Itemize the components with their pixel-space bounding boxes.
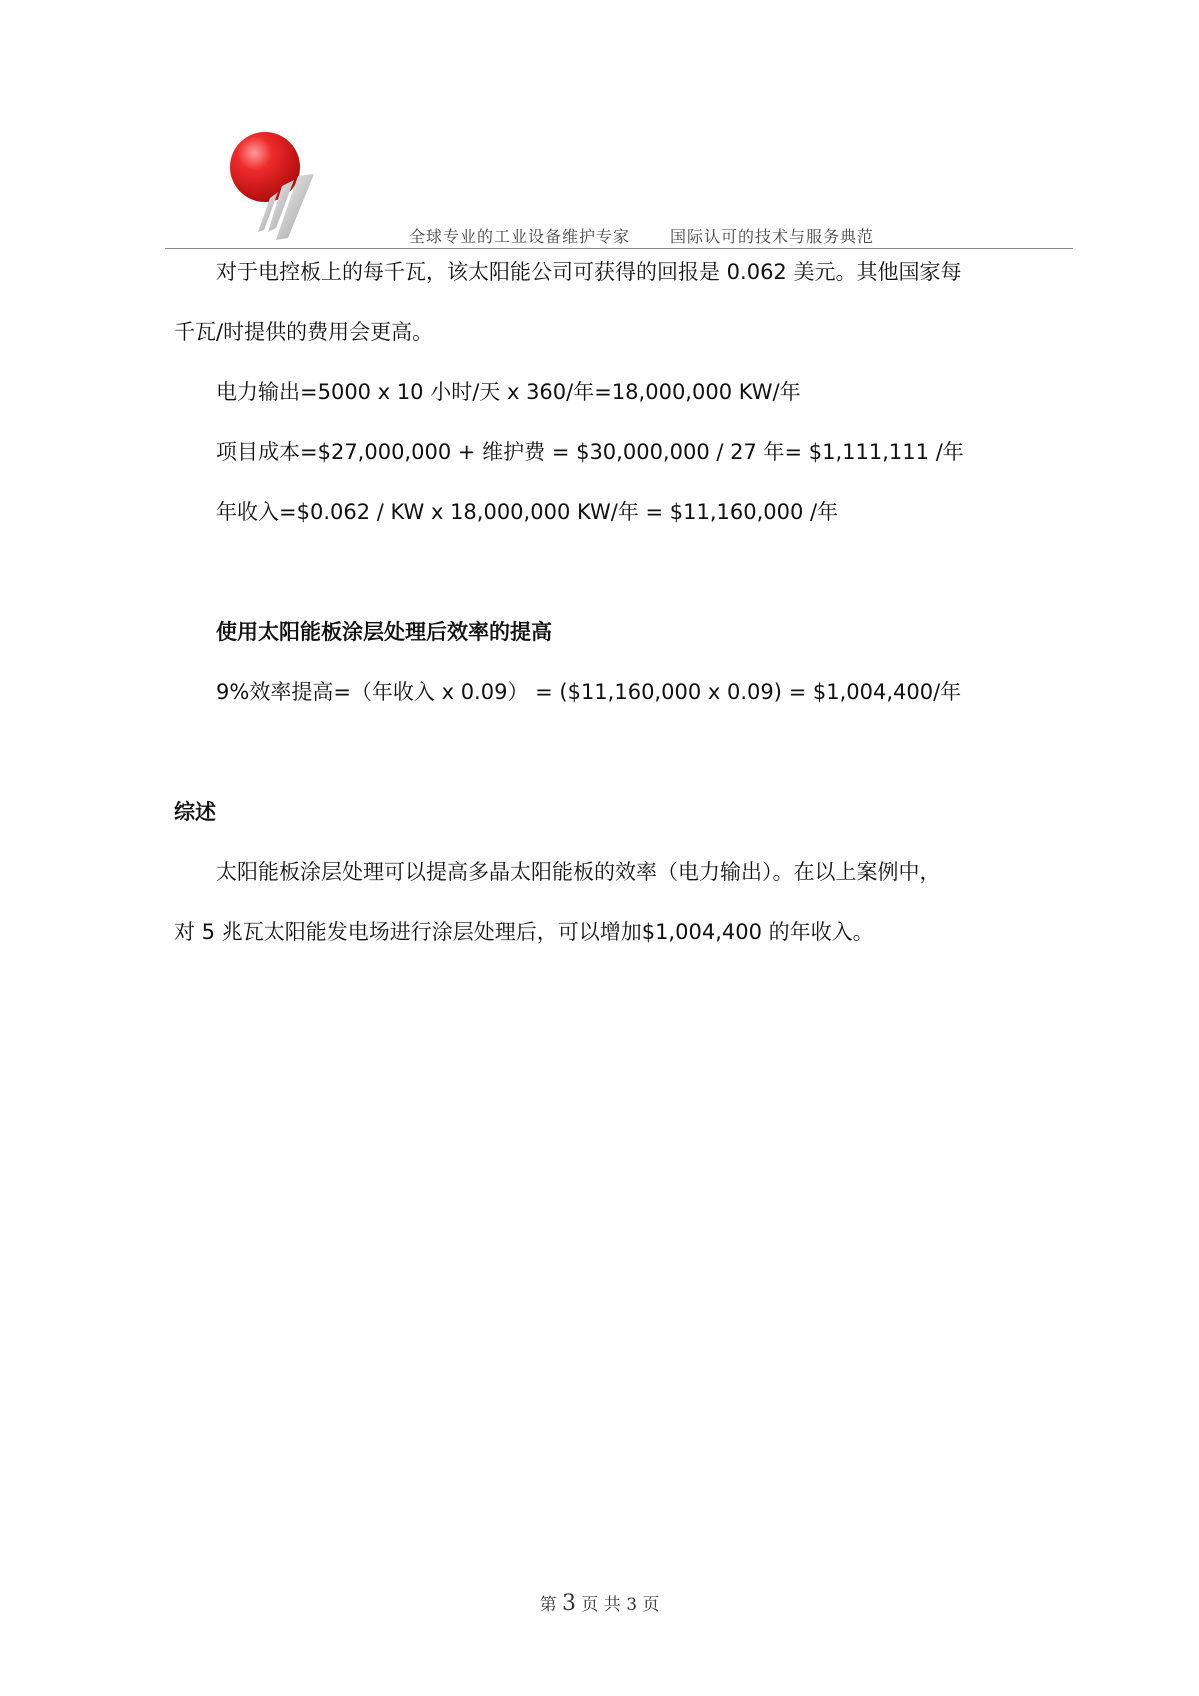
page-prefix: 第 — [539, 1595, 557, 1615]
summary-line: 太阳能板涂层处理可以提高多晶太阳能板的效率（电力输出）。在以上案例中， — [216, 860, 941, 884]
summary-line: 对 5 兆瓦太阳能发电场进行涂层处理后，可以增加$1,004,400 的年收入。 — [174, 920, 874, 944]
header-slogan-left: 全球专业的工业设备维护专家 — [409, 227, 631, 246]
calc-project-cost: 项目成本=$27,000,000 + 维护费 = $30,000,000 / 27 年= $1,111,111 /年 — [216, 440, 964, 464]
calc-power-output: 电力输出=5000 x 10 小时/天 x 360/年=18,000,000 KW/年 — [216, 380, 801, 404]
page-current: 3 — [561, 1591, 576, 1616]
page-mid: 页 共 — [581, 1595, 621, 1615]
page-suffix: 页 — [642, 1595, 660, 1615]
paragraph-line: 对于电控板上的每千瓦，该太阳能公司可获得的回报是 0.062 美元。其他国家每 — [216, 260, 962, 284]
paragraph-line: 千瓦/时提供的费用会更高。 — [174, 320, 434, 344]
calc-annual-revenue: 年收入=$0.062 / KW x 18,000,000 KW/年 = $11,160,000 /年 — [216, 500, 839, 524]
calc-efficiency-gain: 9%效率提高=（年收入 x 0.09） = ($11,160,000 x 0.09) = $1,004,400/年 — [216, 680, 962, 704]
page-footer — [0, 1590, 1199, 1616]
summary-heading: 综述 — [174, 800, 216, 824]
page-total: 3 — [626, 1595, 638, 1615]
header-divider — [165, 248, 1073, 249]
company-logo — [228, 130, 338, 245]
header-slogan-right: 国际认可的技术与服务典范 — [670, 227, 875, 246]
section-heading: 使用太阳能板涂层处理后效率的提高 — [216, 620, 552, 644]
